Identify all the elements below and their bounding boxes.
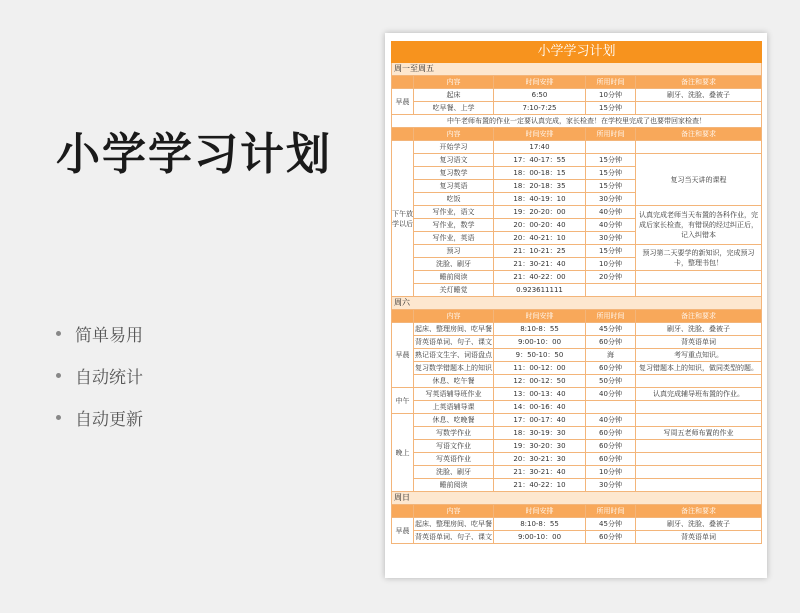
cell: 背英语单词、句子、课文: [414, 336, 494, 349]
sheet-title: 小学学习计划: [392, 42, 762, 63]
table-row: [392, 531, 762, 544]
cell: 20分钟: [586, 271, 636, 284]
cell: 9:00-10：00: [494, 336, 586, 349]
column-header: 时间安排: [494, 310, 586, 323]
feature-item: 自动统计: [56, 354, 143, 396]
noon-banner: 中午老师布置的作业一定要认真完成，家长检查！在学校里完成了也要带回家检查！: [392, 115, 762, 128]
bullet-dot-icon: [56, 415, 61, 420]
cell: 40分钟: [586, 388, 636, 401]
column-header: 备注和要求: [636, 76, 762, 89]
period-label: 早晨: [392, 518, 414, 544]
column-header: 所用时间: [586, 505, 636, 518]
feature-item: 自动更新: [56, 396, 143, 438]
cell: 休息、吃晚餐: [414, 414, 494, 427]
cell: 60分钟: [586, 440, 636, 453]
cell: 13：00-13：40: [494, 388, 586, 401]
cell: 60分钟: [586, 531, 636, 544]
table-row: [392, 375, 762, 388]
period-label: 中午: [392, 388, 414, 414]
table-row: [392, 154, 762, 167]
cell: 上英语辅导课: [414, 401, 494, 414]
note-cell: [636, 102, 762, 115]
table-row: [392, 245, 762, 258]
column-header: 内容: [414, 310, 494, 323]
note-cell: 刷牙、洗脸、叠被子: [636, 89, 762, 102]
cell: 熟记语文生字、词语盘点: [414, 349, 494, 362]
note-cell: [636, 479, 762, 492]
cell: 10分钟: [586, 89, 636, 102]
cell: 起床、整理房间、吃早餐: [414, 518, 494, 531]
cell: 18：00-18：15: [494, 167, 586, 180]
note-cell: [636, 453, 762, 466]
cell: 写语文作业: [414, 440, 494, 453]
note-cell: [636, 414, 762, 427]
note-cell: 复习错题本上的知识，做同类型的题。: [636, 362, 762, 375]
note-cell: 预习第二天要学的新知识，完成预习卡，整理书包！: [636, 245, 762, 271]
table-row: [392, 89, 762, 102]
table-row: [392, 440, 762, 453]
cell: 21：40-22：00: [494, 271, 586, 284]
cell: 14：00-16：40: [494, 401, 586, 414]
schedule-table: [391, 41, 762, 544]
cell: 10分钟: [586, 466, 636, 479]
cell: 19：20-20：00: [494, 206, 586, 219]
note-cell: [636, 440, 762, 453]
cell: [586, 284, 636, 297]
spreadsheet-preview: [385, 33, 767, 578]
cell: 17:40: [494, 141, 586, 154]
cell: 开始学习: [414, 141, 494, 154]
note-cell: 刷牙、洗脸、叠被子: [636, 518, 762, 531]
note-cell: [636, 466, 762, 479]
cell: 12：00-12：50: [494, 375, 586, 388]
section-row: [392, 63, 762, 76]
period-label: 下午放学以后: [392, 141, 414, 297]
cell: 吃饭: [414, 193, 494, 206]
cell: 60分钟: [586, 427, 636, 440]
cell: 背英语单词、句子、课文: [414, 531, 494, 544]
page-title: 小学学习计划: [56, 129, 332, 180]
cell: 18：40-19：10: [494, 193, 586, 206]
note-cell: 复习当天讲的课程: [636, 154, 762, 206]
table-row: [392, 206, 762, 219]
section-title: 周日: [392, 492, 762, 505]
cell: [586, 141, 636, 154]
cell: 复习语文: [414, 154, 494, 167]
cell: 15分钟: [586, 154, 636, 167]
table-row: [392, 362, 762, 375]
cell: 21：30-21：40: [494, 258, 586, 271]
header-row: [392, 76, 762, 89]
note-cell: [636, 401, 762, 414]
note-cell: 背英语单词: [636, 531, 762, 544]
section-row: [392, 297, 762, 310]
cell: 复习数学: [414, 167, 494, 180]
table-row: [392, 349, 762, 362]
column-header: 备注和要求: [636, 128, 762, 141]
column-header: 时间安排: [494, 76, 586, 89]
cell: 复习英语: [414, 180, 494, 193]
note-cell: 认真完成辅导班布置的作业。: [636, 388, 762, 401]
cell: 60分钟: [586, 336, 636, 349]
cell: 洗脸、刷牙: [414, 466, 494, 479]
header-row: [392, 505, 762, 518]
cell: 0.923611111: [494, 284, 586, 297]
note-cell: 写周五老师布置的作业: [636, 427, 762, 440]
table-row: [392, 271, 762, 284]
header-blank: [392, 128, 414, 141]
cell: 9：50-10：50: [494, 349, 586, 362]
column-header: 内容: [414, 505, 494, 518]
cell: 吃早餐、上学: [414, 102, 494, 115]
cell: 50分钟: [586, 375, 636, 388]
cell: 睡前阅读: [414, 479, 494, 492]
column-header: 所用时间: [586, 310, 636, 323]
cell: 21：10-21：25: [494, 245, 586, 258]
cell: 60分钟: [586, 362, 636, 375]
cell: 写英语辅导班作业: [414, 388, 494, 401]
column-header: 备注和要求: [636, 505, 762, 518]
note-cell: 刷牙、洗脸、叠被子: [636, 323, 762, 336]
cell: 起床: [414, 89, 494, 102]
cell: 21：30-21：40: [494, 466, 586, 479]
cell: 18：30-19：30: [494, 427, 586, 440]
cell: 40分钟: [586, 206, 636, 219]
period-label: 早晨: [392, 89, 414, 115]
note-cell: [636, 141, 762, 154]
note-cell: 认真完成老师当天布置的各科作业，完成后家长检查，有错误的经过纠正后，记入纠错本: [636, 206, 762, 245]
section-title: 周六: [392, 297, 762, 310]
cell: 7:10-7:25: [494, 102, 586, 115]
cell: 15分钟: [586, 102, 636, 115]
cell: 20：00-20：40: [494, 219, 586, 232]
table-row: [392, 453, 762, 466]
cell: 40分钟: [586, 414, 636, 427]
cell: 10分钟: [586, 258, 636, 271]
cell: 起床、整理房间、吃早餐: [414, 323, 494, 336]
title-row: [392, 42, 762, 63]
cell: 30分钟: [586, 193, 636, 206]
table-row: [392, 388, 762, 401]
table-row: [392, 284, 762, 297]
cell: 15分钟: [586, 167, 636, 180]
cell: 18：20-18：35: [494, 180, 586, 193]
banner-row: [392, 115, 762, 128]
column-header: 备注和要求: [636, 310, 762, 323]
cell: 洗脸、刷牙: [414, 258, 494, 271]
column-header: 时间安排: [494, 505, 586, 518]
section-row: [392, 492, 762, 505]
table-row: [392, 141, 762, 154]
cell: 60分钟: [586, 453, 636, 466]
note-cell: 背英语单词: [636, 336, 762, 349]
column-header: 所用时间: [586, 76, 636, 89]
period-label: 晚上: [392, 414, 414, 492]
cell: 6:50: [494, 89, 586, 102]
cell: 写数学作业: [414, 427, 494, 440]
table-row: [392, 102, 762, 115]
note-cell: [636, 375, 762, 388]
table-row: [392, 479, 762, 492]
cell: 关灯睡觉: [414, 284, 494, 297]
feature-item: 简单易用: [56, 312, 143, 354]
table-row: [392, 323, 762, 336]
column-header: 时间安排: [494, 128, 586, 141]
table-row: [392, 427, 762, 440]
header-blank: [392, 76, 414, 89]
cell: [586, 401, 636, 414]
note-cell: [636, 284, 762, 297]
table-row: [392, 518, 762, 531]
cell: 8:10-8：55: [494, 323, 586, 336]
table-row: [392, 466, 762, 479]
cell: 预习: [414, 245, 494, 258]
header-row: [392, 128, 762, 141]
note-cell: 考写重点知识。: [636, 349, 762, 362]
cell: 45分钟: [586, 323, 636, 336]
bullet-dot-icon: [56, 331, 61, 336]
cell: 17：40-17：55: [494, 154, 586, 167]
cell: 17：00-17：40: [494, 414, 586, 427]
cell: 40分钟: [586, 219, 636, 232]
cell: 休息、吃午餐: [414, 375, 494, 388]
cell: 20：40-21：10: [494, 232, 586, 245]
cell: 写作业，英语: [414, 232, 494, 245]
cell: 20：30-21：30: [494, 453, 586, 466]
cell: 9:00-10：00: [494, 531, 586, 544]
cell: 45分钟: [586, 518, 636, 531]
table-row: [392, 336, 762, 349]
table-row: [392, 401, 762, 414]
header-blank: [392, 310, 414, 323]
cell: 写英语作业: [414, 453, 494, 466]
header-blank: [392, 505, 414, 518]
cell: 30分钟: [586, 479, 636, 492]
cell: 15分钟: [586, 180, 636, 193]
period-label: 早晨: [392, 323, 414, 388]
cell: 11：00-12：00: [494, 362, 586, 375]
section-title: 周一至周五: [392, 63, 762, 76]
note-cell: [636, 271, 762, 284]
bullet-dot-icon: [56, 373, 61, 378]
cell: 8:10-8：55: [494, 518, 586, 531]
cell: 海: [586, 349, 636, 362]
cell: 复习数学错题本上的知识: [414, 362, 494, 375]
feature-list: [56, 312, 143, 438]
column-header: 内容: [414, 128, 494, 141]
column-header: 所用时间: [586, 128, 636, 141]
column-header: 内容: [414, 76, 494, 89]
cell: 15分钟: [586, 245, 636, 258]
table-row: [392, 414, 762, 427]
cell: 30分钟: [586, 232, 636, 245]
cell: 睡前阅读: [414, 271, 494, 284]
cell: 写作业，数学: [414, 219, 494, 232]
cell: 写作业，语文: [414, 206, 494, 219]
cell: 21：40-22：10: [494, 479, 586, 492]
cell: 19：30-20：30: [494, 440, 586, 453]
header-row: [392, 310, 762, 323]
